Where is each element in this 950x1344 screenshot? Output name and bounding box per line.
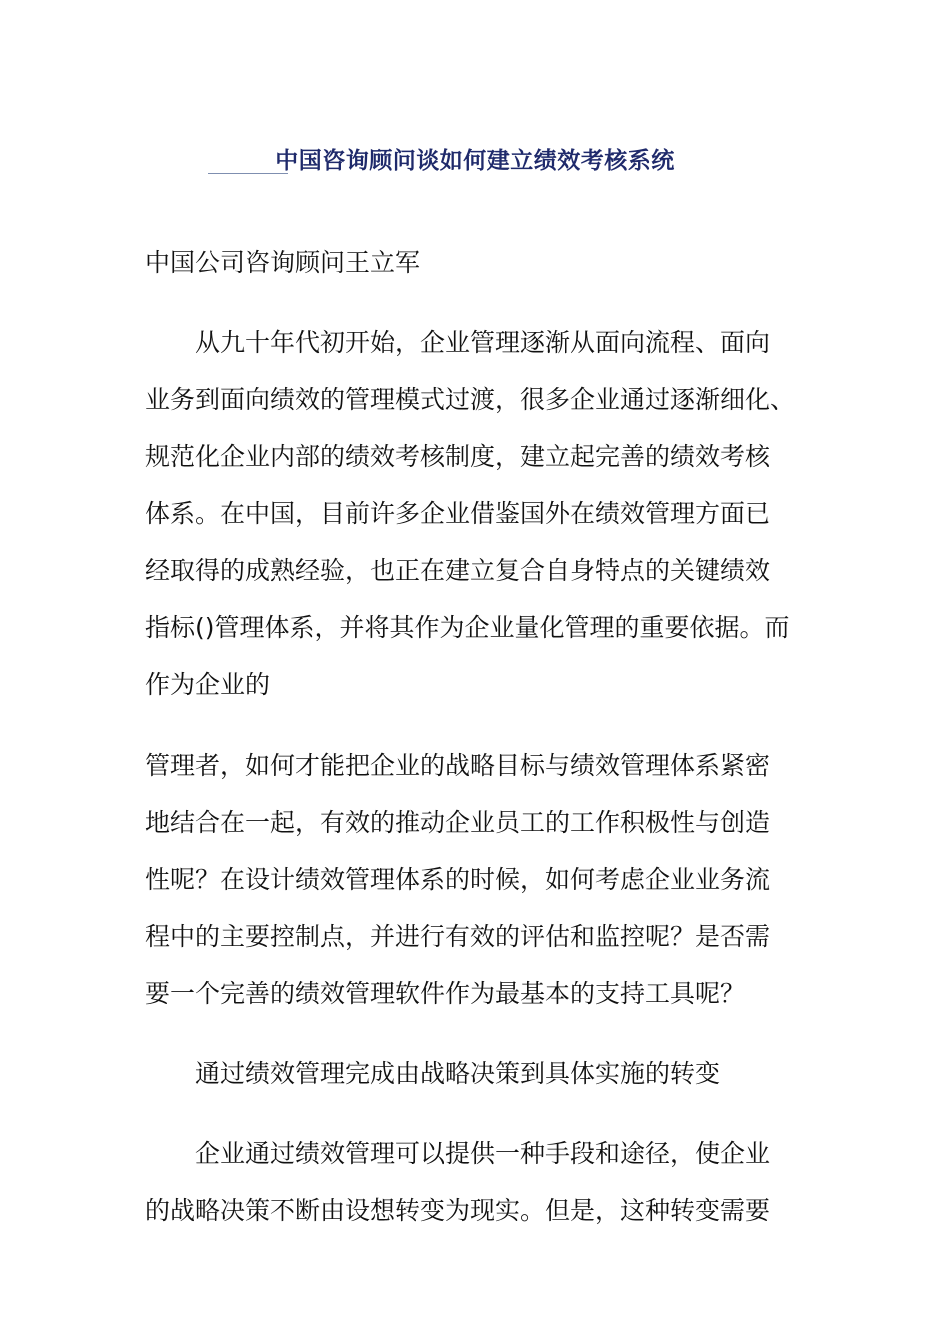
paragraph-1-line-4: 体系。在中国，目前许多企业借鉴国外在绩效管理方面已 xyxy=(145,499,771,528)
author-line: 中国公司咨询顾问王立军 xyxy=(145,248,421,277)
document-title: 中国咨询顾问谈如何建立绩效考核系统 xyxy=(275,147,675,174)
paragraph-1-line-7: 作为企业的 xyxy=(145,670,271,699)
paragraph-3-line-1: 企业通过绩效管理可以提供一种手段和途径，使企业 xyxy=(195,1139,771,1168)
paragraph-1-line-2: 业务到面向绩效的管理模式过渡，很多企业通过逐渐细化、 xyxy=(145,385,796,414)
paragraph-1-line-6: 指标()管理体系，并将其作为企业量化管理的重要依据。而 xyxy=(145,613,790,642)
paragraph-3-line-2: 的战略决策不断由设想转变为现实。但是，这种转变需要 xyxy=(145,1196,771,1225)
paragraph-1-line-5: 经取得的成熟经验，也正在建立复合自身特点的关键绩效 xyxy=(145,556,771,585)
paragraph-1-line-3: 规范化企业内部的绩效考核制度，建立起完善的绩效考核 xyxy=(145,442,771,471)
section-heading: 通过绩效管理完成由战略决策到具体实施的转变 xyxy=(195,1059,721,1088)
paragraph-2-line-2: 地结合在一起，有效的推动企业员工的工作积极性与创造 xyxy=(145,808,771,837)
paragraph-2-line-4: 程中的主要控制点，并进行有效的评估和监控呢？是否需 xyxy=(145,922,771,951)
paragraph-2-line-5: 要一个完善的绩效管理软件作为最基本的支持工具呢？ xyxy=(145,979,746,1008)
paragraph-2-line-3: 性呢？在设计绩效管理体系的时候，如何考虑企业业务流 xyxy=(145,865,771,894)
paragraph-1-line-1: 从九十年代初开始，企业管理逐渐从面向流程、面向 xyxy=(195,328,771,357)
paragraph-2-line-1: 管理者，如何才能把企业的战略目标与绩效管理体系紧密 xyxy=(145,751,771,780)
